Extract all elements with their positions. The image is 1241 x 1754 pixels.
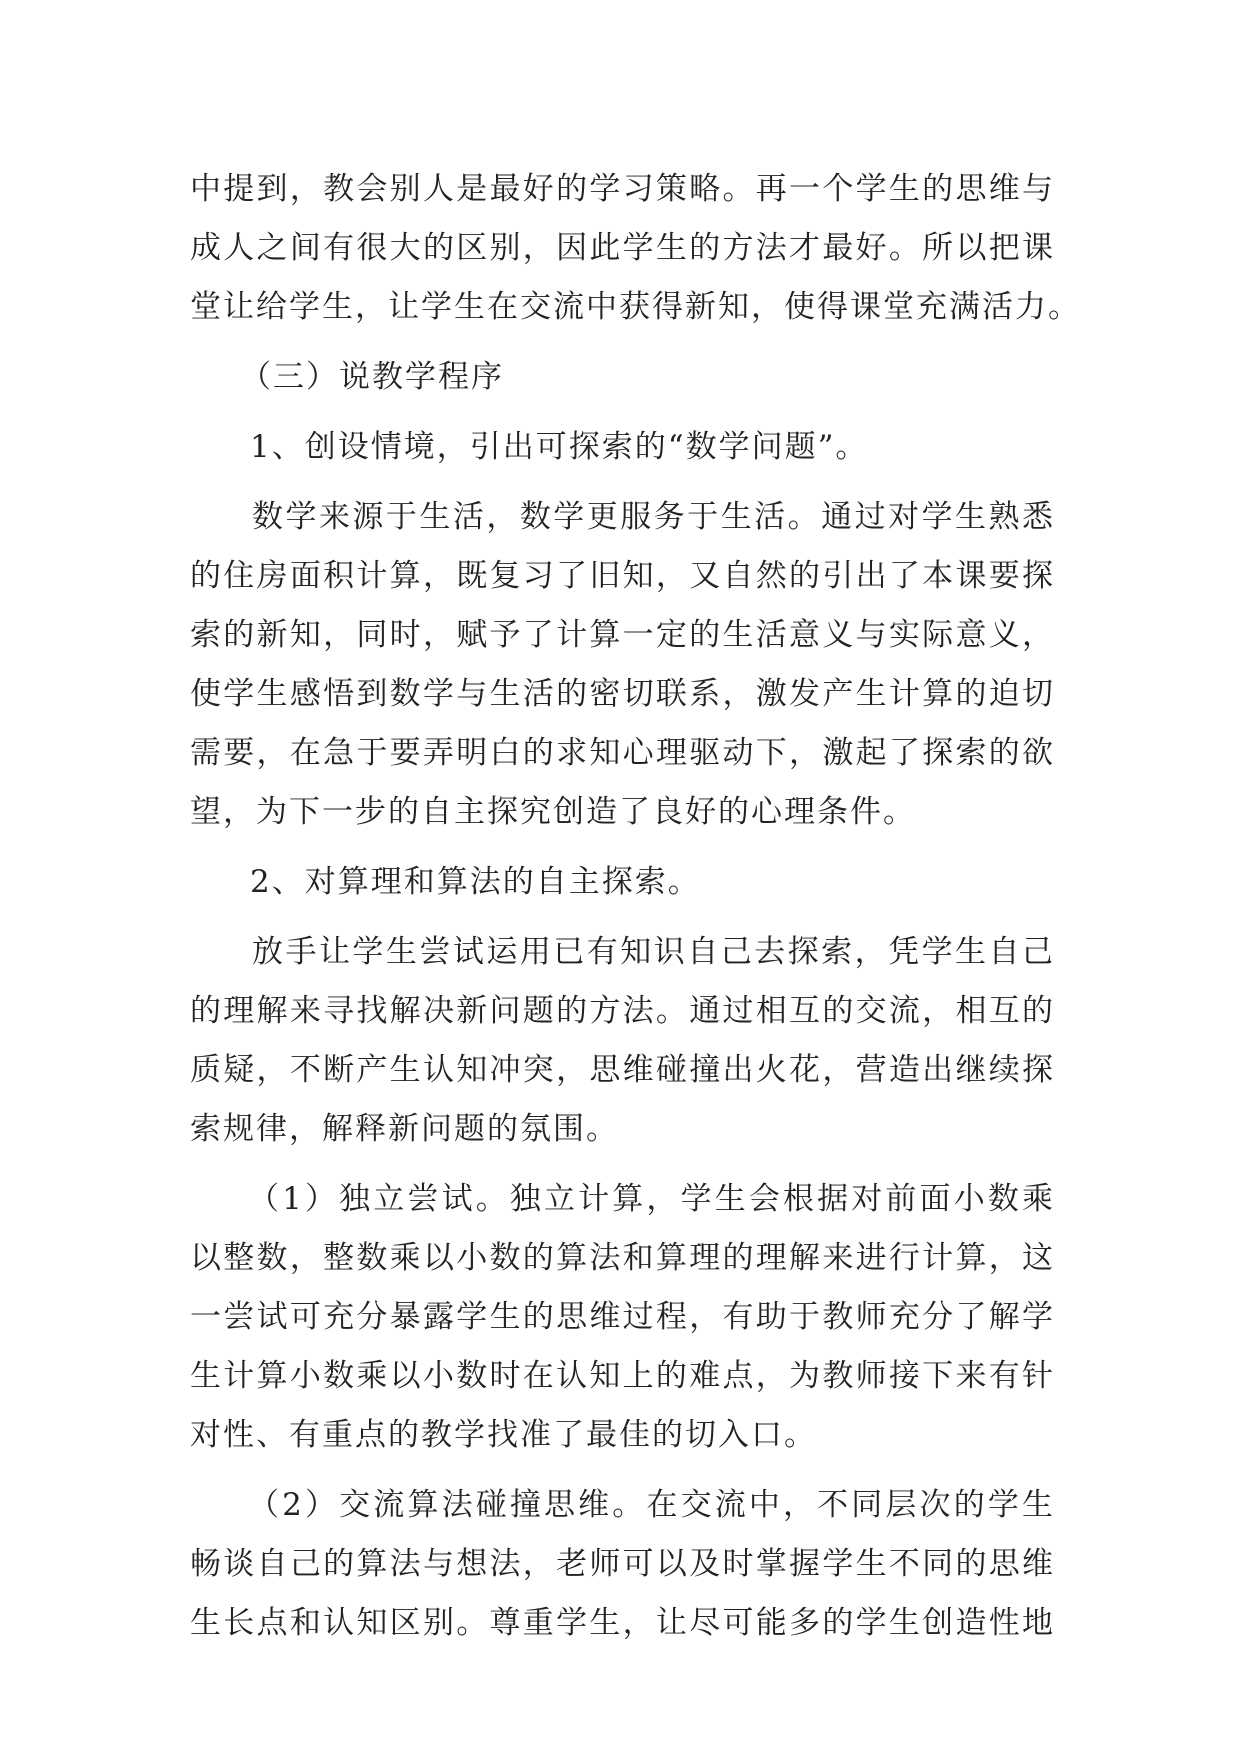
text-line: （三）说教学程序 [240, 359, 504, 395]
paragraph [190, 1476, 1055, 1653]
text-line: 使学生感悟到数学与生活的密切联系，激发产生计算的迫切 [190, 676, 1055, 712]
text-line: 数学来源于生活，数学更服务于生活。通过对学生熟悉 [252, 499, 1055, 535]
text-line: 畅谈自己的算法与想法，老师可以及时掌握学生不同的思维 [190, 1546, 1055, 1582]
text-line: 以整数，整数乘以小数的算法和算理的理解来进行计算，这 [190, 1240, 1055, 1276]
paragraph [190, 488, 1055, 842]
paragraph-continuation [190, 160, 1081, 337]
text-line: 生计算小数乘以小数时在认知上的难点，为教师接下来有针 [190, 1358, 1055, 1394]
text-line: 堂让给学生，让学生在交流中获得新知，使得课堂充满活力。 [190, 289, 1081, 325]
text-line: 生长点和认知区别。尊重学生，让尽可能多的学生创造性地 [190, 1605, 1055, 1641]
document-body [190, 160, 1081, 1653]
text-line: 索规律，解释新问题的氛围。 [190, 1111, 619, 1147]
text-line: 质疑，不断产生认知冲突，思维碰撞出火花，营造出继续探 [190, 1052, 1055, 1088]
text-line: 对性、有重点的教学找准了最佳的切入口。 [190, 1417, 817, 1453]
text-line: 1、创设情境，引出可探索的“数学问题”。 [250, 429, 869, 465]
text-line: 中提到，教会别人是最好的学习策略。再一个学生的思维与 [190, 171, 1055, 207]
text-line: 索的新知，同时，赋予了计算一定的生活意义与实际意义， [190, 617, 1055, 653]
paragraph [190, 923, 1055, 1159]
text-line: 需要，在急于要弄明白的求知心理驱动下，激起了探索的欲 [190, 735, 1055, 771]
text-line: 放手让学生尝试运用已有知识自己去探索，凭学生自己 [252, 934, 1055, 970]
text-line: （2）交流算法碰撞思维。在交流中，不同层次的学生 [248, 1487, 1055, 1523]
text-line: 的理解来寻找解决新问题的方法。通过相互的交流，相互的 [190, 993, 1055, 1029]
subsection-heading [190, 418, 1055, 477]
text-line: 一尝试可充分暴露学生的思维过程，有助于教师充分了解学 [190, 1299, 1055, 1335]
section-heading [190, 348, 1055, 407]
text-line: 2、对算理和算法的自主探索。 [250, 864, 701, 900]
text-line: 望，为下一步的自主探究创造了良好的心理条件。 [190, 794, 916, 830]
text-line: （1）独立尝试。独立计算，学生会根据对前面小数乘 [248, 1181, 1055, 1217]
text-line: 的住房面积计算，既复习了旧知，又自然的引出了本课要探 [190, 558, 1055, 594]
text-line: 成人之间有很大的区别，因此学生的方法才最好。所以把课 [190, 230, 1055, 266]
paragraph [190, 1170, 1055, 1465]
subsection-heading [190, 853, 1055, 912]
